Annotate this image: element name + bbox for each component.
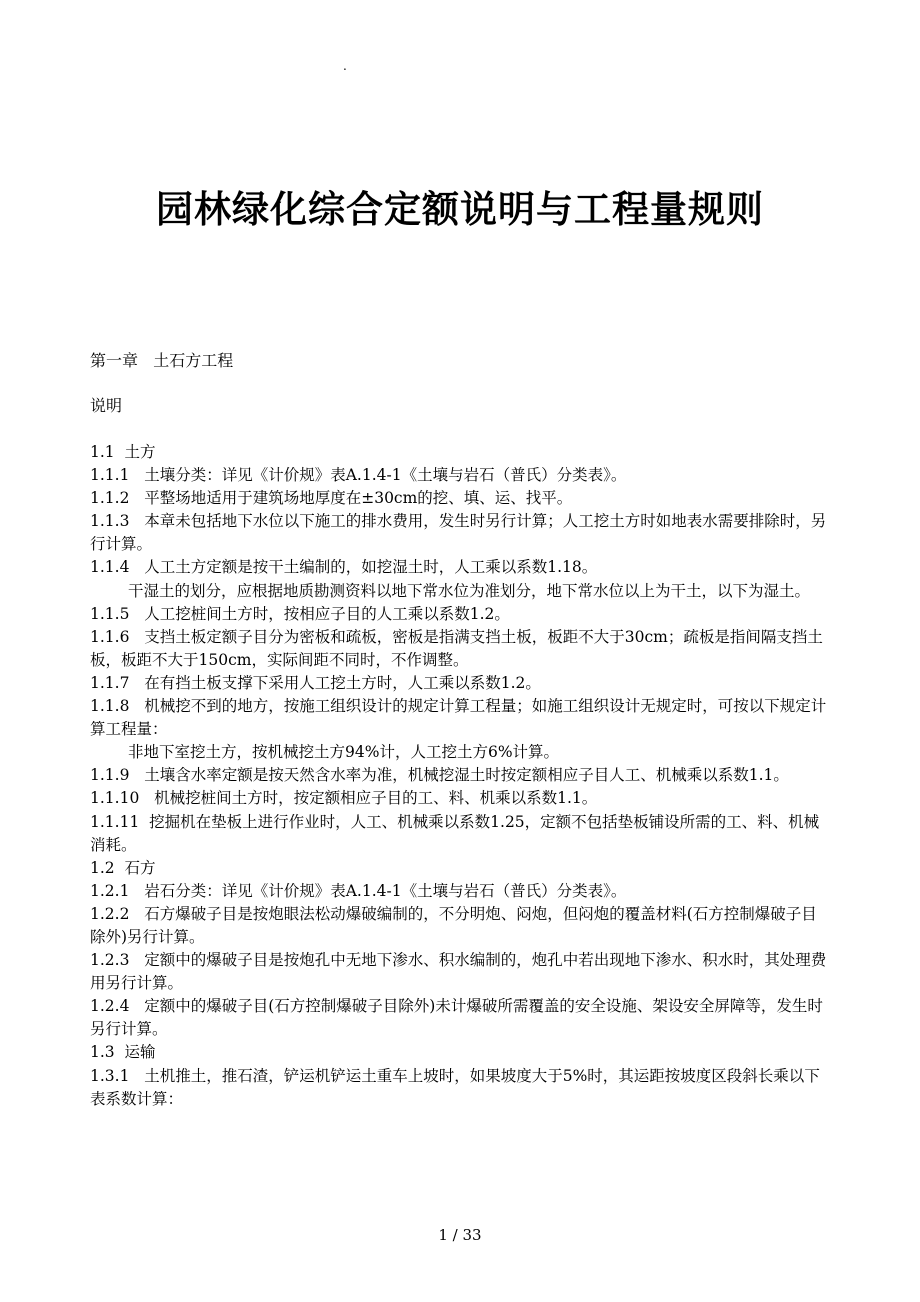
- paragraph: 1.1.2 平整场地适用于建筑场地厚度在±30cm的挖、填、运、找平。: [90, 489, 573, 508]
- paragraph: 1.1.11 挖掘机在垫板上进行作业时，人工、机械乘以系数1.25，定额不包括垫板铺设所需的工、料、机械消耗。: [90, 812, 820, 854]
- paragraph: 1.1.5 人工挖桩间土方时，按相应子目的人工乘以系数1.2。: [90, 604, 510, 623]
- document-body: [90, 441, 830, 1111]
- paragraph: 1.2.3 定额中的爆破子目是按炮孔中无地下渗水、积水编制的，炮孔中若出现地下渗水、积水时，其处理费用另行计算。: [90, 951, 827, 993]
- header-mark: .: [343, 59, 347, 73]
- paragraph: 1.1.10 机械挖桩间土方时，按定额相应子目的工、料、机乘以系数1.1。: [90, 789, 598, 808]
- paragraph: 1.1.9 土壤含水率定额是按天然含水率为准，机械挖湿土时按定额相应子目人工、机械乘以系数1.1。: [90, 766, 789, 785]
- paragraph: 1.1.8 机械挖不到的地方，按施工组织设计的规定计算工程量；如施工组织设计无规定时，可按以下规定计算工程量：: [90, 697, 827, 739]
- paragraph: 1.1.4 人工土方定额是按干土编制的，如挖湿土时，人工乘以系数1.18。: [90, 558, 598, 577]
- paragraph: 1.2 石方: [90, 858, 156, 877]
- paragraph: 1.1.6 支挡土板定额子目分为密板和疏板，密板是指满支挡土板，板距不大于30cm；疏板是指间隔支挡土板，板距不大于150cm，实际间距不同时，不作调整。: [90, 627, 823, 669]
- page-number: 1 / 33: [438, 1226, 482, 1244]
- paragraph: 1.2.2 石方爆破子目是按炮眼法松动爆破编制的，不分明炮、闷炮，但闷炮的覆盖材料(石方控制爆破子目除外)另行计算。: [90, 904, 817, 946]
- paragraph: 1.3.1 土机推土，推石渣，铲运机铲运土重车上坡时，如果坡度大于5%时，其运距按坡度区段斜长乘以下表系数计算：: [90, 1066, 820, 1108]
- chapter-heading: 第一章 土石方工程: [90, 351, 234, 370]
- paragraph: 1.1.7 在有挡土板支撑下采用人工挖土方时，人工乘以系数1.2。: [90, 673, 541, 692]
- document-title: 园林绿化综合定额说明与工程量规则: [156, 187, 764, 231]
- paragraph: 干湿土的划分，应根据地质勘测资料以地下常水位为准划分，地下常水位以上为干土，以下为湿土。: [128, 581, 811, 600]
- section-label: 说明: [90, 396, 123, 415]
- paragraph: 1.1 土方: [90, 443, 156, 461]
- paragraph: 1.3 运输: [90, 1043, 156, 1062]
- paragraph: 1.2.1 岩石分类：详见《计价规》表A.1.4-1《土壤与岩石（普氏）分类表》。: [90, 881, 627, 900]
- paragraph: 1.1.3 本章未包括地下水位以下施工的排水费用，发生时另行计算；人工挖土方时如地表水需要排除时，另行计算。: [90, 512, 827, 554]
- paragraph: 1.1.1 土壤分类：详见《计价规》表A.1.4-1《土壤与岩石（普氏）分类表》。: [90, 466, 627, 485]
- paragraph: 1.2.4 定额中的爆破子目(石方控制爆破子目除外)未计爆破所需覆盖的安全设施、架设安全屏障等，发生时另行计算。: [90, 997, 823, 1039]
- paragraph: 非地下室挖土方，按机械挖土方94%计，人工挖土方6%计算。: [128, 743, 560, 762]
